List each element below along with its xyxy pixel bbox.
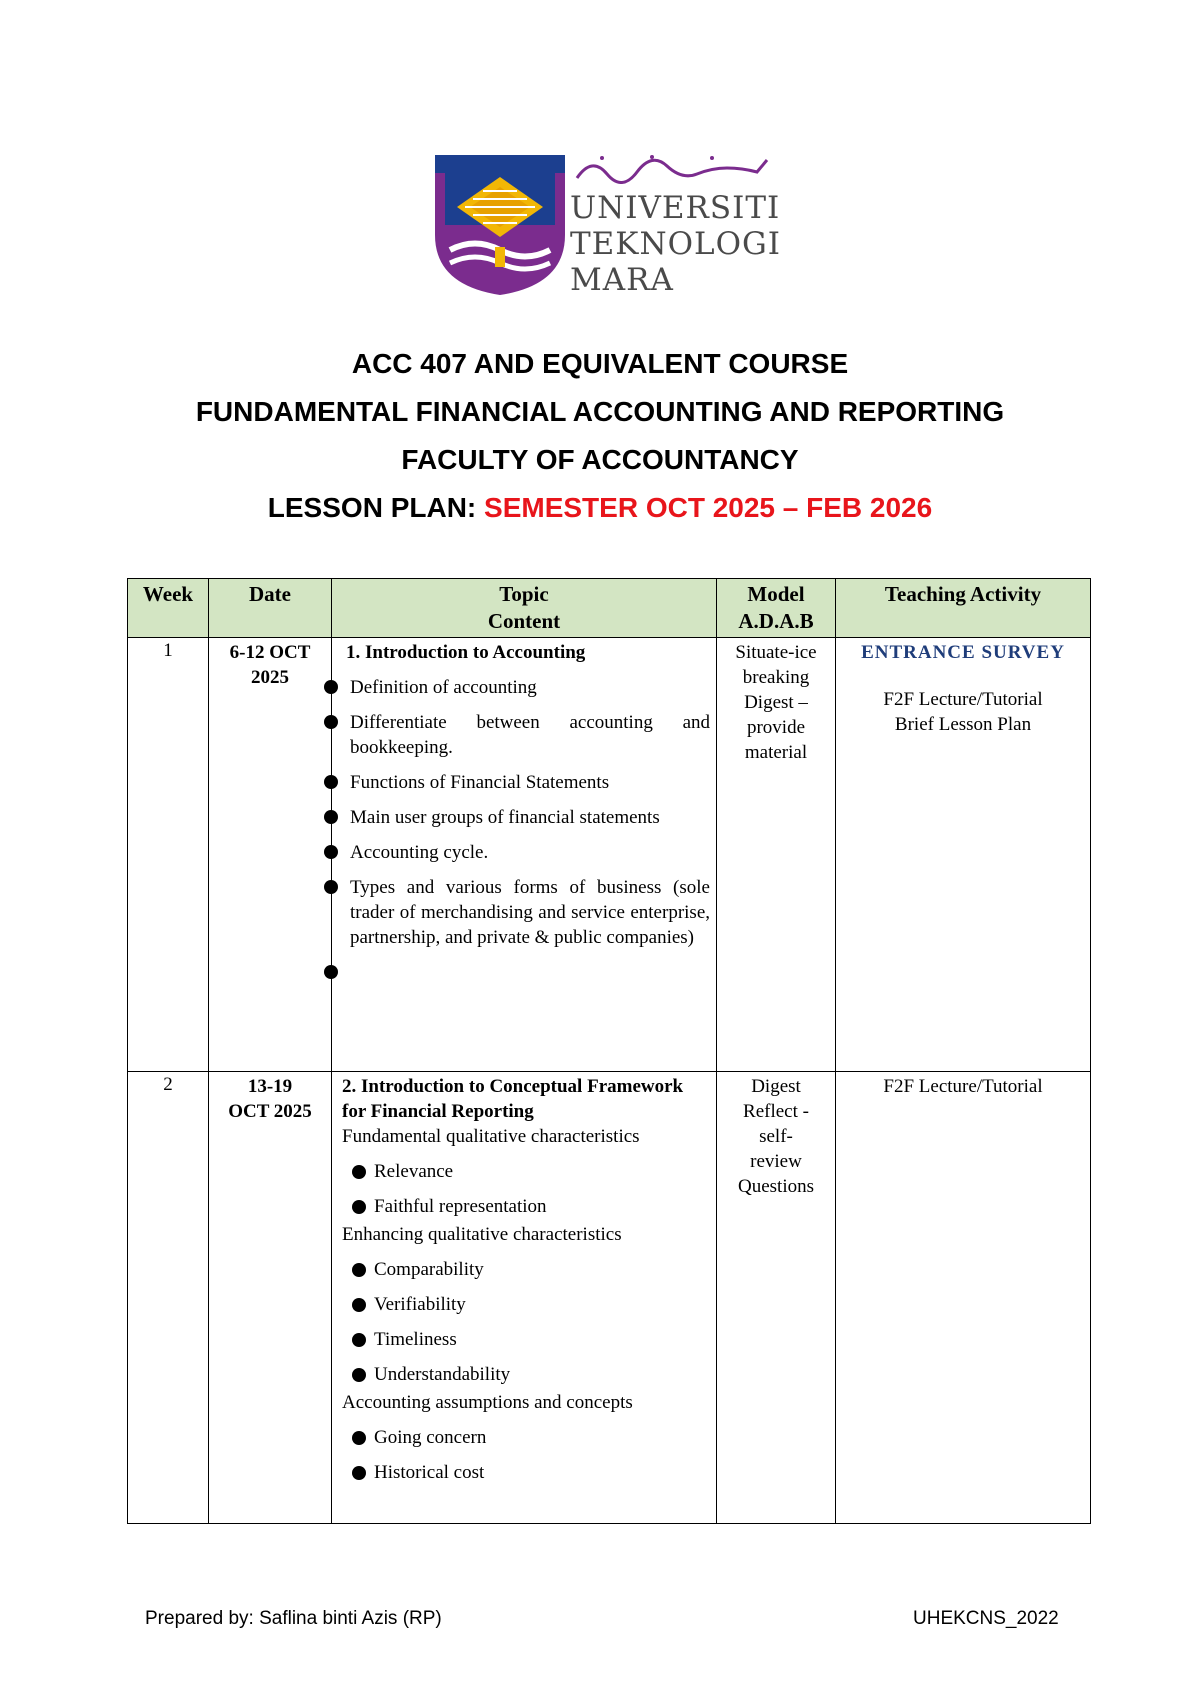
header-topic bbox=[332, 579, 717, 638]
topic-title: 1. Introduction to Accounting bbox=[346, 642, 586, 663]
bullet-icon bbox=[352, 1368, 366, 1382]
table-header-row bbox=[128, 579, 1091, 638]
university-name-line2: TEKNOLOGI bbox=[570, 226, 782, 262]
model-line: Questions bbox=[738, 1176, 814, 1197]
model-line: self- bbox=[759, 1126, 793, 1147]
list-item: Differentiate between accounting and bookkeeping. bbox=[346, 710, 710, 760]
prepared-by bbox=[145, 1608, 442, 1630]
entrance-survey-label: ENTRANCE SURVEY bbox=[861, 642, 1065, 663]
list-item: Main user groups of financial statements bbox=[346, 805, 710, 830]
header-date: Date bbox=[209, 579, 332, 638]
date-line2: 2025 bbox=[251, 667, 289, 688]
activity-line: Brief Lesson Plan bbox=[894, 714, 1032, 735]
list-item: Verifiability bbox=[352, 1292, 710, 1317]
course-name-title: FUNDAMENTAL FINANCIAL ACCOUNTING AND REPORTING bbox=[195, 396, 1005, 427]
bullet-icon bbox=[352, 1298, 366, 1312]
model-line: breaking bbox=[742, 667, 810, 688]
list-item: Definition of accounting bbox=[346, 675, 710, 700]
group2-list bbox=[342, 1257, 710, 1387]
bullet-icon bbox=[324, 715, 338, 729]
header-model-line1: Model bbox=[747, 582, 805, 606]
list-item: Timeliness bbox=[352, 1327, 710, 1352]
group3-list bbox=[342, 1425, 710, 1485]
group-label: Accounting assumptions and concepts bbox=[342, 1392, 633, 1413]
bullet-icon bbox=[352, 1431, 366, 1445]
model-line: Digest – bbox=[744, 692, 808, 713]
document-code: UHEKCNS_2022 bbox=[913, 1608, 1059, 1629]
document-title-block bbox=[0, 340, 1200, 532]
list-item: Going concern bbox=[352, 1425, 710, 1450]
header-activity: Teaching Activity bbox=[836, 579, 1091, 638]
model-line: material bbox=[744, 742, 808, 763]
header-week: Week bbox=[128, 579, 209, 638]
course-code-title: ACC 407 AND EQUIVALENT COURSE bbox=[351, 348, 849, 379]
bullet-icon bbox=[352, 1200, 366, 1214]
lesson-plan-table bbox=[127, 578, 1091, 1524]
university-name-line1: UNIVERSITI bbox=[570, 190, 781, 226]
list-item: Types and various forms of business (sole trader of merchandising and service enterprise, partnership, and private & public companies) bbox=[346, 875, 710, 950]
header-model bbox=[717, 579, 836, 638]
header-topic-line2: Content bbox=[487, 609, 561, 633]
date-cell bbox=[209, 638, 332, 1072]
list-item: Historical cost bbox=[352, 1460, 710, 1485]
lesson-plan-title bbox=[0, 484, 1200, 532]
model-line: Reflect - bbox=[743, 1101, 809, 1122]
model-line: provide bbox=[746, 717, 806, 738]
topic-cell bbox=[332, 1072, 717, 1524]
model-cell bbox=[717, 1072, 836, 1524]
list-item: Understandability bbox=[352, 1362, 710, 1387]
group1-list bbox=[342, 1159, 710, 1219]
header-topic-line1: Topic bbox=[499, 582, 549, 606]
model-cell bbox=[717, 638, 836, 1072]
faculty-title: FACULTY OF ACCOUNTANCY bbox=[401, 444, 799, 475]
model-line: Situate-ice bbox=[735, 642, 817, 663]
list-item: Faithful representation bbox=[352, 1194, 710, 1219]
activity-cell bbox=[836, 1072, 1091, 1524]
model-line: Digest bbox=[751, 1076, 801, 1097]
date-line1: 6-12 OCT bbox=[229, 642, 311, 663]
bullet-icon bbox=[324, 880, 338, 894]
semester-label: SEMESTER OCT 2025 – FEB 2026 bbox=[484, 492, 933, 523]
prepared-by-name: Saflina binti Azis (RP) bbox=[259, 1608, 442, 1629]
list-item: Accounting cycle. bbox=[346, 840, 710, 865]
topic-bullet-list bbox=[346, 675, 710, 985]
group-label: Enhancing qualitative characteristics bbox=[342, 1224, 622, 1245]
bullet-icon bbox=[324, 680, 338, 694]
week-cell: 1 bbox=[128, 638, 209, 1072]
date-line1: 13-19 bbox=[247, 1076, 293, 1097]
topic-title: 2. Introduction to Conceptual Framework for Financial Reporting bbox=[342, 1076, 684, 1122]
list-item: Functions of Financial Statements bbox=[346, 770, 710, 795]
bullet-icon bbox=[352, 1165, 366, 1179]
bullet-icon bbox=[324, 775, 338, 789]
list-item: Comparability bbox=[352, 1257, 710, 1282]
header-model-line2: A.D.A.B bbox=[738, 609, 814, 633]
date-cell bbox=[209, 1072, 332, 1524]
list-item: Relevance bbox=[352, 1159, 710, 1184]
bullet-icon bbox=[352, 1263, 366, 1277]
activity-line: F2F Lecture/Tutorial bbox=[883, 689, 1043, 710]
prepared-by-label: Prepared by: bbox=[145, 1608, 260, 1629]
week-cell: 2 bbox=[128, 1072, 209, 1524]
bullet-icon bbox=[324, 965, 338, 979]
bullet-icon bbox=[324, 810, 338, 824]
bullet-icon bbox=[352, 1466, 366, 1480]
topic-cell bbox=[332, 638, 717, 1072]
bullet-icon bbox=[352, 1333, 366, 1347]
activity-line: F2F Lecture/Tutorial bbox=[883, 1076, 1043, 1097]
table-row bbox=[128, 638, 1091, 1072]
group-label: Fundamental qualitative characteristics bbox=[342, 1126, 640, 1147]
bullet-icon bbox=[324, 845, 338, 859]
lesson-plan-label: LESSON PLAN: bbox=[267, 492, 485, 523]
university-name bbox=[570, 190, 781, 298]
activity-cell bbox=[836, 638, 1091, 1072]
arabic-script-logo bbox=[572, 152, 772, 184]
model-line: review bbox=[750, 1151, 802, 1172]
list-item bbox=[346, 960, 710, 985]
university-name-line3: MARA bbox=[570, 262, 674, 298]
date-line2: OCT 2025 bbox=[228, 1101, 312, 1122]
table-row bbox=[128, 1072, 1091, 1524]
